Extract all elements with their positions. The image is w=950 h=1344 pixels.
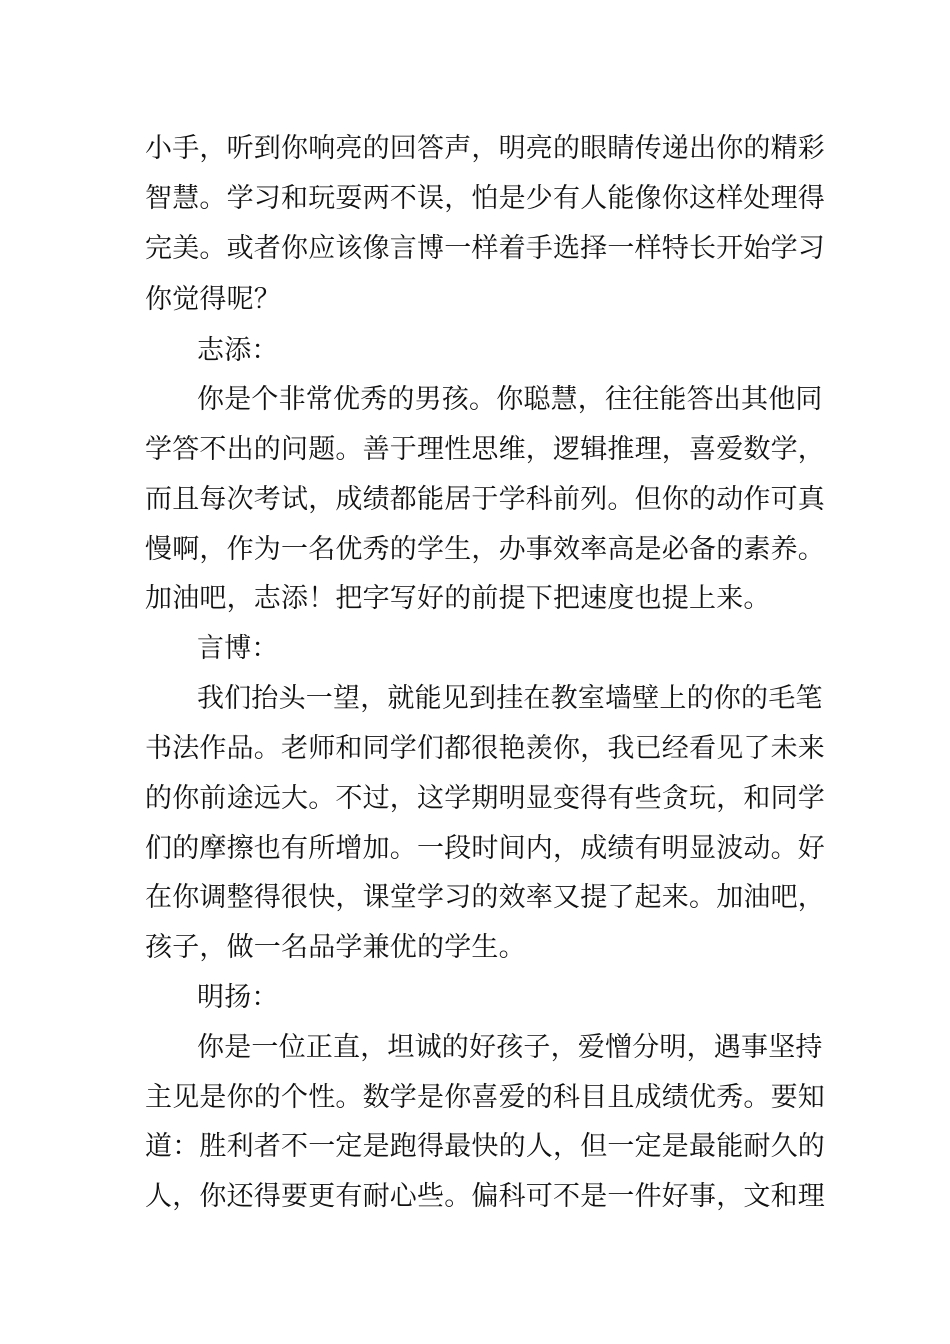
paragraph-line: 在你调整得很快，课堂学习的效率又提了起来。加油吧， [145, 882, 825, 913]
paragraph-line: 而且每次考试，成绩都能居于学科前列。但你的动作可真 [145, 484, 825, 515]
paragraph-line: 你是一位正直，坦诚的好孩子，爱憎分明，遇事坚持 [197, 1032, 823, 1063]
paragraph-line: 孩子，做一名品学兼优的学生。 [145, 932, 526, 963]
paragraph-line: 加油吧，志添！把字写好的前提下把速度也提上来。 [145, 583, 771, 614]
paragraph-line: 你觉得呢？ [145, 284, 281, 315]
section-heading-mingyang: 明扬： [197, 982, 279, 1013]
paragraph-line: 人，你还得要更有耐心些。偏科可不是一件好事，文和理 [145, 1181, 825, 1212]
paragraph-line: 道：胜利者不一定是跑得最快的人，但一定是最能耐久的 [145, 1131, 825, 1162]
section-heading-zhitian: 志添： [197, 335, 279, 366]
paragraph-line: 完美。或者你应该像言博一样着手选择一样特长开始学习 [145, 233, 825, 264]
section-heading-yanbo: 言博： [197, 633, 279, 664]
paragraph-line: 你是个非常优秀的男孩。你聪慧，往往能答出其他同 [197, 384, 823, 415]
paragraph-line: 慢啊，作为一名优秀的学生，办事效率高是必备的素养。 [145, 534, 825, 565]
paragraph-line: 我们抬头一望，就能见到挂在教室墙壁上的你的毛笔 [197, 683, 823, 714]
paragraph-line: 的你前途远大。不过，这学期明显变得有些贪玩，和同学 [145, 783, 825, 814]
paragraph-line: 小手，听到你响亮的回答声，明亮的眼睛传递出你的精彩 [145, 133, 825, 164]
paragraph-line: 智慧。学习和玩耍两不误，怕是少有人能像你这样处理得 [145, 183, 825, 214]
paragraph-line: 们的摩擦也有所增加。一段时间内，成绩有明显波动。好 [145, 833, 825, 864]
paragraph-line: 书法作品。老师和同学们都很艳羡你，我已经看见了未来 [145, 733, 825, 764]
paragraph-line: 学答不出的问题。善于理性思维，逻辑推理，喜爱数学， [145, 434, 825, 465]
paragraph-line: 主见是你的个性。数学是你喜爱的科目且成绩优秀。要知 [145, 1082, 825, 1113]
